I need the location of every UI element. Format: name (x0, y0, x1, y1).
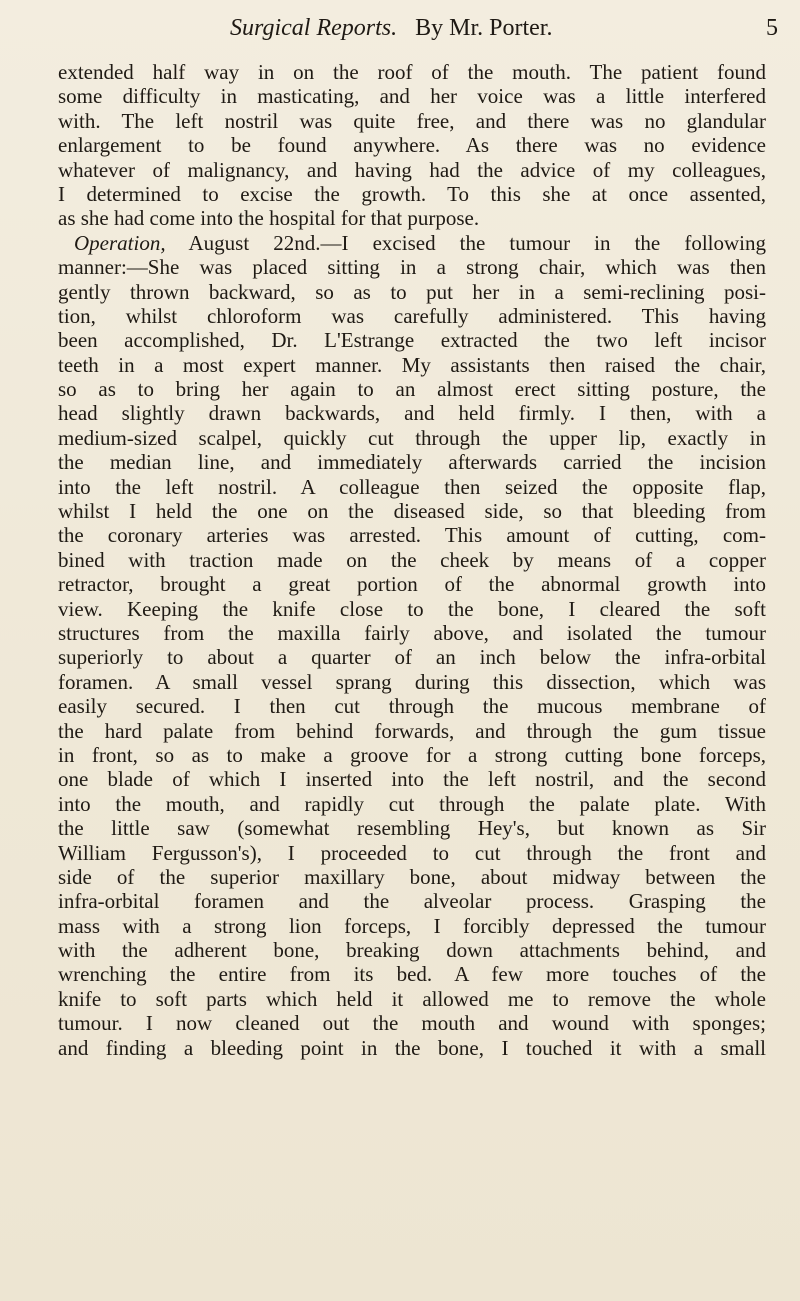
text-line: tion, whilst chloroform was carefully administered. This having (58, 303, 766, 328)
text-line: the coronary arteries was arrested. This amount of cutting, com- (58, 523, 766, 548)
text-line: bined with traction made on the cheek by means of a copper (58, 547, 766, 572)
text-line: foramen. A small vessel sprang during this dissection, which was (58, 669, 766, 694)
text-line: with. The left nostril was quite free, and there was no glandular (58, 108, 766, 133)
text-line: head slightly drawn backwards, and held firmly. I then, with a (58, 401, 766, 426)
text-line: side of the superior maxillary bone, about midway between the (58, 864, 766, 889)
text-line: enlargement to be found anywhere. As there was no evidence (58, 133, 766, 158)
text-line: whatever of malignancy, and having had the advice of my colleagues, (58, 157, 766, 182)
running-head-author: By Mr. Porter. (415, 15, 553, 41)
text-line: tumour. I now cleaned out the mouth and wound with sponges; (58, 1011, 766, 1036)
text-line: some difficulty in masticating, and her voice was a little interfered (58, 84, 766, 109)
operation-date-text: August 22nd.—I excised the tumour in the following (188, 230, 766, 255)
text-line: medium-sized scalpel, quickly cut through the upper lip, exactly in (58, 425, 766, 450)
running-head-title: Surgical Reports. (230, 15, 398, 41)
text-line: into the left nostril. A colleague then seized the opposite flap, (58, 474, 766, 499)
text-line: teeth in a most expert manner. My assistants then raised the chair, (58, 352, 766, 377)
text-line: into the mouth, and rapidly cut through the palate plate. With (58, 791, 766, 816)
text-line (58, 1084, 766, 1108)
body-text (58, 60, 766, 1109)
text-line: in front, so as to make a groove for a strong cutting bone forceps, (58, 742, 766, 767)
text-line: extended half way in on the roof of the mouth. The patient found (58, 60, 766, 84)
text-line: and finding a bleeding point in the bone, I touched it with a small (58, 1035, 766, 1060)
operation-heading: Operation, (74, 230, 166, 255)
text-line: the hard palate from behind forwards, and through the gum tissue (58, 718, 766, 743)
text-line: knife to soft parts which held it allowed me to remove the whole (58, 986, 766, 1011)
text-line: been accomplished, Dr. L'Estrange extracted the two left incisor (58, 328, 766, 353)
running-head (230, 12, 790, 44)
text-line: easily secured. I then cut through the mucous membrane of (58, 694, 766, 719)
text-line: as she had come into the hospital for that purpose. (58, 206, 480, 231)
text-line: one blade of which I inserted into the left nostril, and the second (58, 767, 766, 792)
text-line: I determined to excise the growth. To this she at once assented, (58, 181, 766, 206)
text-line: mass with a strong lion forceps, I forcibly depressed the tumour (58, 913, 766, 938)
text-line: view. Keeping the knife close to the bone, I cleared the soft (58, 596, 766, 621)
text-line: retractor, brought a great portion of the abnormal growth into (58, 572, 766, 597)
text-line: manner:—She was placed sitting in a strong chair, which was then (58, 255, 766, 280)
text-line: gently thrown backward, so as to put her in a semi-reclining posi- (58, 279, 766, 304)
text-line: wrenching the entire from its bed. A few more touches of the (58, 962, 766, 987)
text-line: so as to bring her again to an almost erect sitting posture, the (58, 377, 766, 402)
text-line: superiorly to about a quarter of an inch below the infra-orbital (58, 645, 766, 670)
page-number: 5 (766, 15, 778, 41)
text-line: structures from the maxilla fairly above, and isolated the tumour (58, 620, 766, 645)
text-line: infra-orbital foramen and the alveolar process. Grasping the (58, 889, 766, 914)
text-line: whilst I held the one on the diseased side, so that bleeding from (58, 499, 766, 524)
text-line: the median line, and immediately afterwards carried the incision (58, 450, 766, 475)
text-line-paragraph-start (58, 231, 766, 255)
text-line: the little saw (somewhat resembling Hey's, but known as Sir (58, 816, 766, 841)
text-line (58, 1060, 766, 1084)
text-line: William Fergusson's), I proceeded to cut through the front and (58, 840, 766, 865)
text-line: with the adherent bone, breaking down attachments behind, and (58, 938, 766, 963)
